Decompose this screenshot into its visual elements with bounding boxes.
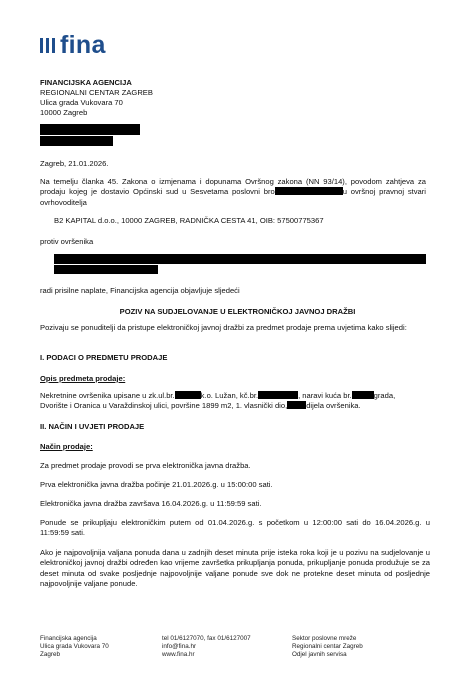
footer-address xyxy=(40,635,109,659)
footer-email[interactable]: info@fina.hr xyxy=(162,643,197,650)
sale-method: Za predmet prodaje provodi se prva elektronička javna dražba. xyxy=(40,461,251,470)
section2-heading: II. NAČIN I UVJETI PRODAJE xyxy=(40,422,145,431)
footer-line: Odjel javnih servisa xyxy=(292,651,347,658)
footer-contact xyxy=(162,635,251,659)
offers-period: Ponude se prikupljaju elektroničkim putem od 01.04.2026.g. s početkom u 12:00:00 sati do 16.04.2026.g. u 11:59:59 sati. xyxy=(40,518,430,538)
redacted-case-number xyxy=(275,187,343,195)
property-part-5: Dvorište i Oranica u Varaždinskoj ulici, površine 1899 m2, 1. vlasnički dio, xyxy=(40,401,288,411)
extension-rule: Ako je najpovoljnija valjana ponuda dana u zadnjih deset minuta prije isteka roka koji je u pozivu na sudjelovanje u elektroničkoj javnoj dražbi određen kao vrijeme završetka prikupljanja ponuda, prikupljanje ponuda produžuje se za deset minuta od svake posljednje najpovoljnije valjane ponude sve dok ne protekne deset minuta od posljednje najpovoljnije valjane ponude. xyxy=(40,548,430,589)
invite-paragraph: Pozivaju se ponuditelji da pristupe elektroničkoj javnoj dražbi za predmet prodaje prema uvjetima kako slijedi: xyxy=(40,323,407,332)
footer-line: Regionalni centar Zagreb xyxy=(292,643,363,650)
redacted-share xyxy=(287,401,306,409)
property-part-3: , naravi kuća br. xyxy=(298,391,352,400)
fina-logo xyxy=(40,33,106,58)
section1-heading: I. PODACI O PREDMETU PRODAJE xyxy=(40,353,168,362)
sender-city: 10000 Zagreb xyxy=(40,108,88,117)
property-part-2: k.o. Lužan, kč.br. xyxy=(200,391,259,400)
creditor: B2 KAPITAL d.o.o., 10000 ZAGREB, RADNIČKA CESTA 41, OIB: 57500775367 xyxy=(54,216,324,225)
section2-subheading: Način prodaje: xyxy=(40,442,93,451)
footer-website[interactable]: www.fina.hr xyxy=(162,651,195,658)
footer-department xyxy=(292,635,363,659)
sender-street: Ulica grada Vukovara 70 xyxy=(40,98,123,107)
document-title: POZIV NA SUDJELOVANJE U ELEKTRONIČKOJ JAVNOJ DRAŽBI xyxy=(119,307,356,316)
against-label: protiv ovršenika xyxy=(40,237,94,246)
collection-text: radi prisilne naplate, Financijska agencija objavljuje sljedeći xyxy=(40,286,240,295)
footer-line: Sektor poslovne mreže xyxy=(292,635,357,642)
logo-bars-icon xyxy=(40,38,55,53)
property-part-1: Nekretnine ovršenika upisane u zk.ul.br. xyxy=(40,391,175,400)
redacted-house-number xyxy=(352,391,374,399)
sender-name: FINANCIJSKA AGENCIJA xyxy=(40,78,132,87)
footer-line: Zagreb xyxy=(40,651,60,658)
place-date: Zagreb, 21.01.2026. xyxy=(40,159,109,168)
footer-line: Ulica grada Vukovara 70 xyxy=(40,643,109,650)
footer-line: Financijska agencija xyxy=(40,635,97,642)
redacted-recipient xyxy=(40,124,140,135)
auction-end: Elektronička javna dražba završava 16.04.2026.g. u 11:59:59 sati. xyxy=(40,499,262,508)
sender-unit: REGIONALNI CENTAR ZAGREB xyxy=(40,88,153,97)
redacted-land-register xyxy=(175,391,201,399)
intro-part-b: u ovršnoj pravnoj stvari ovrhovoditelja xyxy=(40,187,426,207)
intro-paragraph xyxy=(40,177,426,208)
logo-text: fina xyxy=(60,31,106,59)
redacted-recipient-2 xyxy=(40,136,113,146)
intro-part-a: Na temelju članka 45. Zakona o izmjenama i dopunama Ovršnog zakona (NN 93/14), povodom zahtjeva za prodaju kojeg je dostavio Općinski sud u Sesvetama poslovni bro xyxy=(40,177,426,197)
property-part-6: dijela ovršenika. xyxy=(306,401,361,411)
footer-phone: tel 01/6127070, fax 01/6127007 xyxy=(162,635,251,642)
redacted-debtor-2 xyxy=(54,265,158,274)
property-part-4: grada, xyxy=(373,391,396,400)
redacted-debtor xyxy=(54,254,426,264)
property-description xyxy=(40,391,430,412)
redacted-parcel xyxy=(258,391,298,399)
auction-start: Prva elektronička javna dražba počinje 21.01.2026.g. u 15:00:00 sati. xyxy=(40,480,273,489)
section1-subheading: Opis predmeta prodaje: xyxy=(40,374,126,383)
